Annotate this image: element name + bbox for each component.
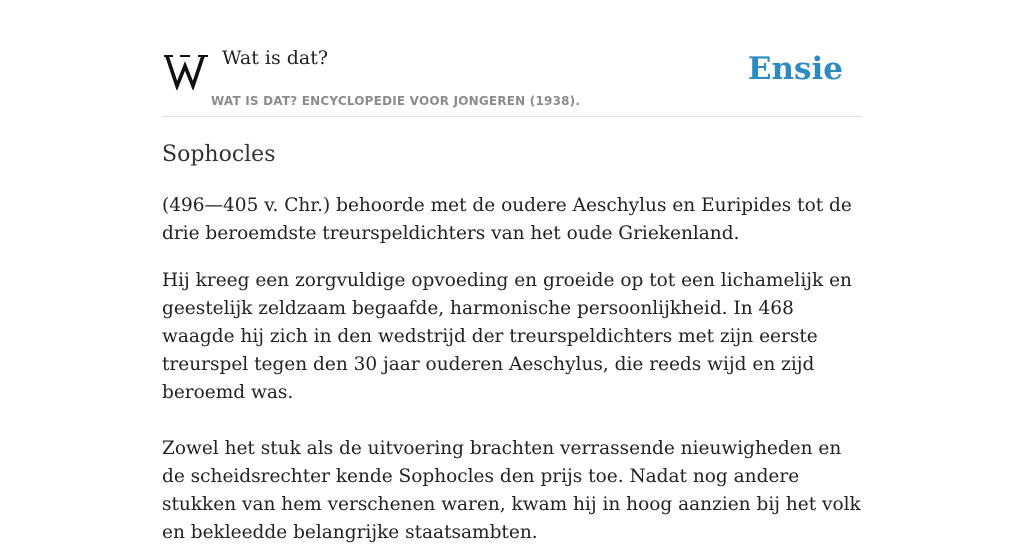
wikipedia-w-icon[interactable]	[164, 52, 208, 90]
article-title: Sophocles	[162, 142, 276, 167]
brand-logo[interactable]: Ensie	[747, 51, 843, 87]
article-body	[162, 192, 862, 547]
article-paragraph: (496—405 v. Chr.) behoorde met de oudere Aeschylus en Euripides tot de drie beroemdste treurspeldichters van het oude Griekenland.	[162, 195, 852, 244]
site-title[interactable]: Wat is dat?	[222, 47, 329, 69]
article-paragraph: Hij kreeg een zorgvuldige opvoeding en groeide op tot een lichamelijk en geestelijk zeldzaam begaafde, harmonische persoonlijkheid. In 468 waagde hij zich in den wedstrijd der treurspeldichters met zijn eerste treurspel tegen den 30 jaar ouderen Aeschylus, die reeds wijd en zijd beroemd was.	[162, 270, 852, 403]
site-subtitle: WAT IS DAT? ENCYCLOPEDIE VOOR JONGEREN (1938).	[211, 94, 581, 108]
header	[162, 0, 862, 117]
article-paragraph: Zowel het stuk als de uitvoering brachten verrassende nieuwigheden en de scheidsrechter kende Sophocles den prijs toe. Nadat nog andere stukken van hem verschenen waren, kwam hij in hoog aanzien bij het volk en bekleedde belangrijke staatsambten.	[162, 438, 861, 543]
